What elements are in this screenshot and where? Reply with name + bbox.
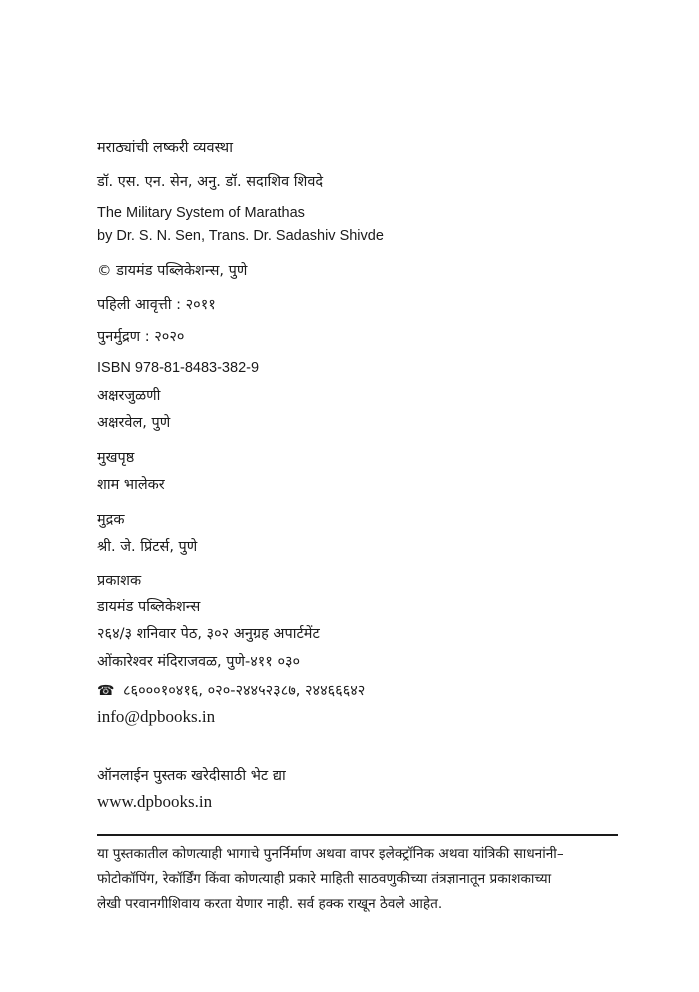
first-edition: पहिली आवृत्ती : २०११	[97, 297, 216, 313]
printer-label: मुद्रक	[97, 512, 125, 528]
book-authors-english: by Dr. S. N. Sen, Trans. Dr. Sadashiv Shivde	[97, 228, 384, 244]
cover-value: शाम भालेकर	[97, 477, 165, 493]
notice-line: या पुस्तकातील कोणत्याही भागाचे पुनर्निर्माण अथवा वापर इलेक्ट्रॉनिक अथवा यांत्रिकी साधनांनी–	[97, 846, 564, 862]
phone-numbers: ८६०००१०४१६, ०२०-२४४५२३८७, २४४६६६४२	[123, 683, 366, 699]
address-line-2: ओंकारेश्वर मंदिराजवळ, पुणे-४११ ०३०	[97, 654, 301, 670]
typesetting-label: अक्षरजुळणी	[97, 388, 161, 404]
address-line-1: २६४/३ शनिवार पेठ, ३०२ अनुग्रह अपार्टमेंट	[97, 626, 320, 642]
cover-label: मुखपृष्ठ	[97, 450, 135, 466]
divider-rule	[97, 834, 618, 836]
rights-notice	[97, 842, 627, 917]
publisher-name: डायमंड पब्लिकेशन्स	[97, 599, 201, 615]
isbn: ISBN 978-81-8483-382-9	[97, 360, 260, 376]
reprint-edition: पुनर्मुद्रण : २०२०	[97, 329, 185, 345]
book-authors-marathi: डॉ. एस. एन. सेन, अनु. डॉ. सदाशिव शिवदे	[97, 174, 324, 190]
printer-value: श्री. जे. प्रिंटर्स, पुणे	[97, 539, 198, 555]
typesetting-value: अक्षरवेल, पुणे	[97, 415, 171, 431]
book-title-marathi: मराठ्यांची लष्करी व्यवस्था	[97, 140, 233, 156]
website-link[interactable]: www.dpbooks.in	[97, 792, 213, 811]
phone-icon: ☎	[97, 683, 115, 699]
notice-line: फोटोकॉपिंग, रेकॉर्डिंग किंवा कोणत्याही प्रकारे माहिती साठवणुकीच्या तंत्रज्ञानातून प्रकाशकाच्या	[97, 871, 552, 887]
publisher-label: प्रकाशक	[97, 573, 142, 589]
copyright-line: © डायमंड पब्लिकेशन्स, पुणे	[97, 263, 248, 279]
phone-line	[97, 681, 365, 701]
notice-line: लेखी परवानगीशिवाय करता येणार नाही. सर्व हक्क राखून ठेवले आहेत.	[97, 896, 443, 912]
email-link[interactable]: info@dpbooks.in	[97, 707, 216, 726]
online-label: ऑनलाईन पुस्तक खरेदीसाठी भेट द्या	[97, 768, 286, 784]
book-title-english: The Military System of Marathas	[97, 205, 305, 221]
